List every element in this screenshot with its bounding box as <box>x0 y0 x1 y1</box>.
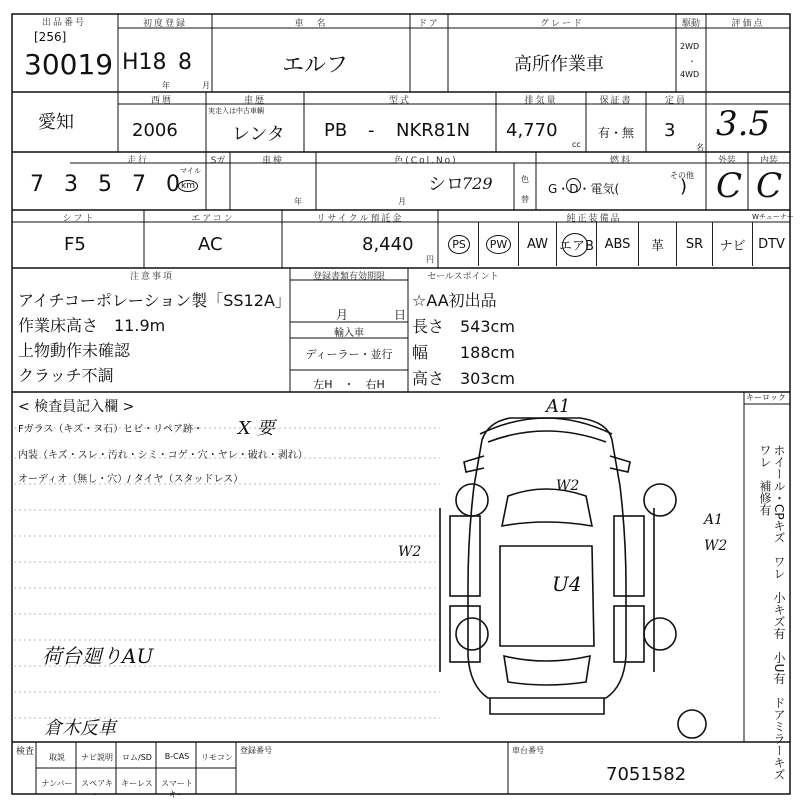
capacity-label: 定員 <box>664 96 687 106</box>
damage-mark-a1-right: A1 <box>704 512 724 528</box>
car-name-label: 車 名 <box>294 19 328 29</box>
option-ps-text: PS <box>448 235 470 254</box>
model-dash: - <box>368 120 375 141</box>
sales-line: ☆AA初出品 <box>412 291 497 310</box>
wheel-rear-right <box>644 618 676 650</box>
option-sr-text: SR <box>685 236 704 252</box>
mileage <box>30 172 180 197</box>
warranty-label: 保証書 <box>599 96 633 106</box>
inspection-label: 検査 <box>15 747 34 757</box>
year-label: 西暦 <box>150 96 173 106</box>
ac: AC <box>198 234 223 255</box>
footer-item: ナビ説明 <box>81 753 113 762</box>
note-line: アイチコーポレーション製「SS12A」 <box>18 291 291 310</box>
wheel-rear-left <box>456 618 488 650</box>
color-code: 729 <box>462 174 493 193</box>
glass-mark: X 要 <box>238 418 275 439</box>
mileage-unit-km: km <box>178 180 198 192</box>
inspector-line-interior: 内装（キズ・スレ・汚れ・シミ・コゲ・穴・ヤレ・破れ・剥れ） <box>18 450 308 461</box>
color-label: 色(Col.No) <box>394 156 458 166</box>
fuel-label: 燃料 <box>609 156 632 166</box>
spare-wheel <box>678 710 706 738</box>
footer-item: B-CAS <box>164 752 190 761</box>
footer-item: リモコン <box>201 753 233 762</box>
sales-label: セールスポイント <box>427 272 499 282</box>
insp-month-unit: 月 <box>398 197 406 206</box>
interior-label: 内装 <box>759 156 778 166</box>
option-leather-text: 革 <box>650 238 664 254</box>
option-abs <box>596 222 638 266</box>
lot-bracket: [256] <box>34 30 67 44</box>
inspection-label: 車検 <box>261 156 284 166</box>
insp-year-unit: 年 <box>294 197 302 206</box>
sales-line: 高さ 303cm <box>412 369 515 388</box>
chassis-label: 車台番号 <box>512 746 544 755</box>
damage-mark-w2-right: W2 <box>704 538 728 554</box>
mileage-digit: 3 <box>64 172 78 197</box>
import-label: 輸入車 <box>334 328 364 339</box>
sales-list <box>412 288 515 392</box>
option-aw-text: AW <box>526 236 549 252</box>
drive-label: 駆動 <box>681 19 700 29</box>
color-change: 色替 <box>521 175 529 204</box>
grade-label: グレード <box>539 19 584 29</box>
hand-note: 荷台廻りAU <box>42 644 154 668</box>
inspector-title: < 検査員記入欄 > <box>18 399 135 415</box>
chassis-number: 7051582 <box>606 764 687 785</box>
reg-no-label: 登録番号 <box>240 746 272 755</box>
usage-label: 車歴 <box>243 96 266 106</box>
region: 愛知 <box>38 112 74 133</box>
yen-unit: 円 <box>426 255 434 264</box>
note-line: クラッチ不調 <box>18 366 114 385</box>
option-navi-text: ナビ <box>719 238 746 254</box>
door-left-front <box>450 516 480 596</box>
car-name: エルフ <box>282 53 349 78</box>
option-airbag-text: エアB <box>559 238 594 254</box>
option-dtv <box>752 222 790 266</box>
notes-list <box>18 288 291 388</box>
drive-2wd: 2WD <box>680 42 700 51</box>
cc-unit: cc <box>572 140 581 149</box>
door-left-rear <box>450 606 480 662</box>
car-diagram <box>380 396 744 740</box>
option-sr <box>676 222 712 266</box>
footer-item: ロム/SD <box>122 753 152 762</box>
airbag-circle <box>562 233 588 257</box>
month-unit: 月 <box>202 81 210 90</box>
displacement: 4,770 <box>506 120 558 141</box>
recycle: 8,440 <box>362 234 414 255</box>
side-legend: ホイール・CPキズ ワレ 小キズ有 小U有 ドアミラーキズ ワレ 補修有 <box>758 444 786 793</box>
damage-mark-a1-front: A1 <box>546 396 571 417</box>
option-leather <box>638 222 676 266</box>
door-right-front <box>614 516 644 596</box>
mirror-right <box>610 456 630 472</box>
year: 2006 <box>132 120 178 141</box>
windshield <box>502 489 592 526</box>
model-prefix: PB <box>324 120 348 141</box>
mileage-digit: 7 <box>30 172 44 197</box>
key-lock-label: キーロック <box>746 393 786 402</box>
footer-item: スマートキー <box>161 779 193 799</box>
option-navi <box>712 222 752 266</box>
inspector-line-audio: オーディオ（無し・穴）/ タイヤ（スタッドレス） <box>18 474 244 485</box>
drive-dot: ・ <box>688 57 696 66</box>
sales-line: 幅 188cm <box>412 343 515 362</box>
option-pw-text: PW <box>486 235 512 254</box>
mileage-digit: 0 <box>166 172 180 197</box>
year-unit: 年 <box>162 81 170 90</box>
capacity: 3 <box>664 120 676 141</box>
warranty: 有・無 <box>598 126 635 140</box>
damage-mark-u4-roof: U4 <box>552 572 582 596</box>
side-panels <box>440 508 654 672</box>
sales-line: 長さ 543cm <box>412 317 515 336</box>
shift: F5 <box>64 234 86 255</box>
capacity-unit: 名 <box>696 143 704 152</box>
usage-note: 実走入は中古車輌 <box>208 107 264 115</box>
regdoc-day: 日 <box>394 308 407 322</box>
wheel-front-right <box>644 484 676 516</box>
footer-item: 取説 <box>49 753 65 762</box>
rear-bumper <box>490 698 604 714</box>
rear-window <box>504 656 590 685</box>
ac-label: エアコン <box>191 214 235 224</box>
grade: 高所作業車 <box>514 54 604 75</box>
note-line: 上物動作未確認 <box>18 341 131 360</box>
s-label: Sガ <box>210 156 226 166</box>
option-abs-text: ABS <box>604 236 631 252</box>
mileage-digit: 5 <box>98 172 112 197</box>
interior-grade: C <box>756 166 783 206</box>
footer-item: ナンバー <box>41 779 73 788</box>
door-label: ドア <box>418 19 440 29</box>
mileage-unit-mile: マイル <box>180 167 201 175</box>
lot-number: 30019 <box>24 48 114 81</box>
dealer-parallel: ディーラー・並行 <box>305 348 393 361</box>
lot-label: 出品番号 <box>41 18 86 28</box>
option-ps <box>440 222 478 266</box>
exterior-grade: C <box>716 166 743 206</box>
regdoc-label: 登録書類有効期限 <box>312 272 385 282</box>
notes-label: 注意事項 <box>129 272 174 282</box>
damage-mark-w2-left: W2 <box>398 544 422 560</box>
recycle-label: リサイクル預託金 <box>316 214 404 224</box>
score: 3.5 <box>716 104 771 144</box>
door-right-rear <box>614 606 644 662</box>
option-pw <box>478 222 518 266</box>
color: シロ <box>428 174 464 195</box>
model: NKR81N <box>396 120 471 141</box>
car-body-outline <box>468 418 626 698</box>
inspector-stamp: 倉木反車 <box>44 718 116 739</box>
option-aw <box>518 222 556 266</box>
footer-item: キーレス <box>121 779 153 788</box>
mileage-label: 走行 <box>126 156 149 166</box>
footer-item: スペアキー <box>81 779 113 799</box>
exterior-label: 外装 <box>717 156 736 166</box>
shift-label: シフト <box>62 214 96 224</box>
first-reg-month: 8 <box>178 50 192 75</box>
mileage-digit: 7 <box>132 172 146 197</box>
drive-4wd: 4WD <box>680 70 700 79</box>
usage: レンタ <box>232 124 285 145</box>
displacement-label: 排気量 <box>524 96 558 106</box>
mirror-left <box>464 456 484 472</box>
first-reg-era: H18 <box>122 50 167 75</box>
fuel-other: その他 <box>670 171 694 180</box>
front-grille <box>488 431 606 442</box>
regdoc-month: 月 <box>336 308 349 322</box>
fuel-diesel-circle <box>566 178 581 193</box>
tv-label: Wチューナー <box>752 213 794 221</box>
equipment-label: 純正装備品 <box>566 214 622 224</box>
handle-side: 左H ・ 右H <box>313 378 385 391</box>
model-label: 型式 <box>388 96 411 106</box>
fuel-close: ) <box>680 176 688 197</box>
score-label: 評価点 <box>731 19 765 29</box>
inspector-line-glass: Fガラス（キズ・ヌ石）ヒビ・リペア跡・ <box>18 424 204 435</box>
option-dtv-text: DTV <box>758 236 785 252</box>
first-reg-label: 初度登録 <box>142 19 187 29</box>
note-line: 作業床高さ 11.9m <box>18 316 166 335</box>
fuel: G・D・電気( <box>548 182 620 196</box>
roof <box>500 546 594 646</box>
damage-mark-w2-hood: W2 <box>556 478 580 494</box>
